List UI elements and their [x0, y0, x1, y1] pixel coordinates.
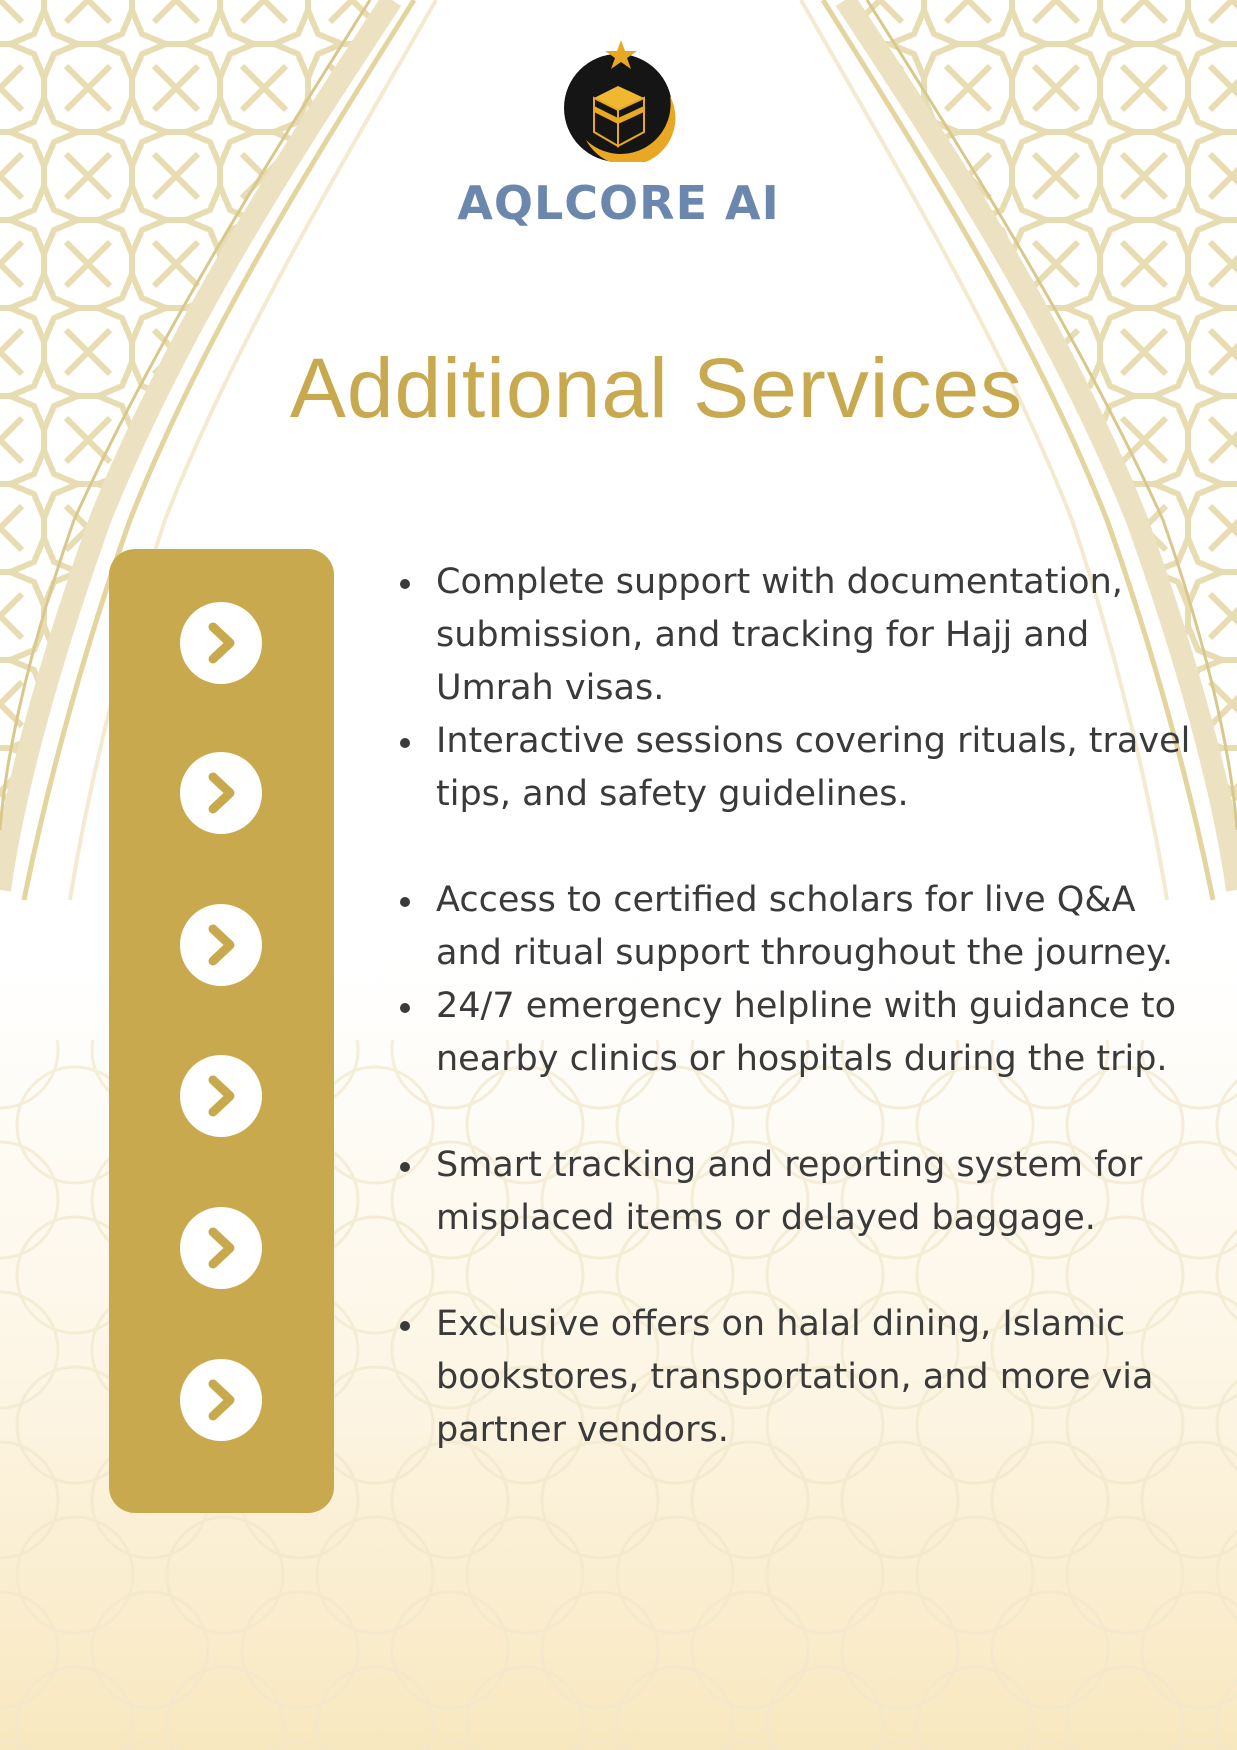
page-title: Additional Services [289, 341, 1024, 435]
chevron-right-circle-icon [180, 1207, 262, 1289]
chevron-right-circle-icon [180, 752, 262, 834]
chevron-right-circle-icon [180, 1055, 262, 1137]
chevron-right-circle-icon [180, 1359, 262, 1441]
chevron-right-circle-icon [180, 904, 262, 986]
services-list [400, 556, 1200, 1457]
list-item: Interactive sessions covering rituals, travel tips, and safety guidelines. [400, 715, 1200, 821]
kaaba-crescent-star-logo [556, 36, 682, 162]
list-item: Complete support with documentation, submission, and tracking for Hajj and Umrah visas. [400, 556, 1200, 715]
list-item: Access to certified scholars for live Q&A and ritual support throughout the journey. [400, 874, 1200, 980]
brand-name: AQLCORE AI [457, 176, 780, 230]
arrow-panel [109, 549, 334, 1513]
list-item: Exclusive offers on halal dining, Islamic bookstores, transportation, and more via partner vendors. [400, 1298, 1200, 1457]
list-item: 24/7 emergency helpline with guidance to nearby clinics or hospitals during the trip. [400, 980, 1200, 1086]
chevron-right-circle-icon [180, 602, 262, 684]
list-item: Smart tracking and reporting system for misplaced items or delayed baggage. [400, 1139, 1200, 1245]
